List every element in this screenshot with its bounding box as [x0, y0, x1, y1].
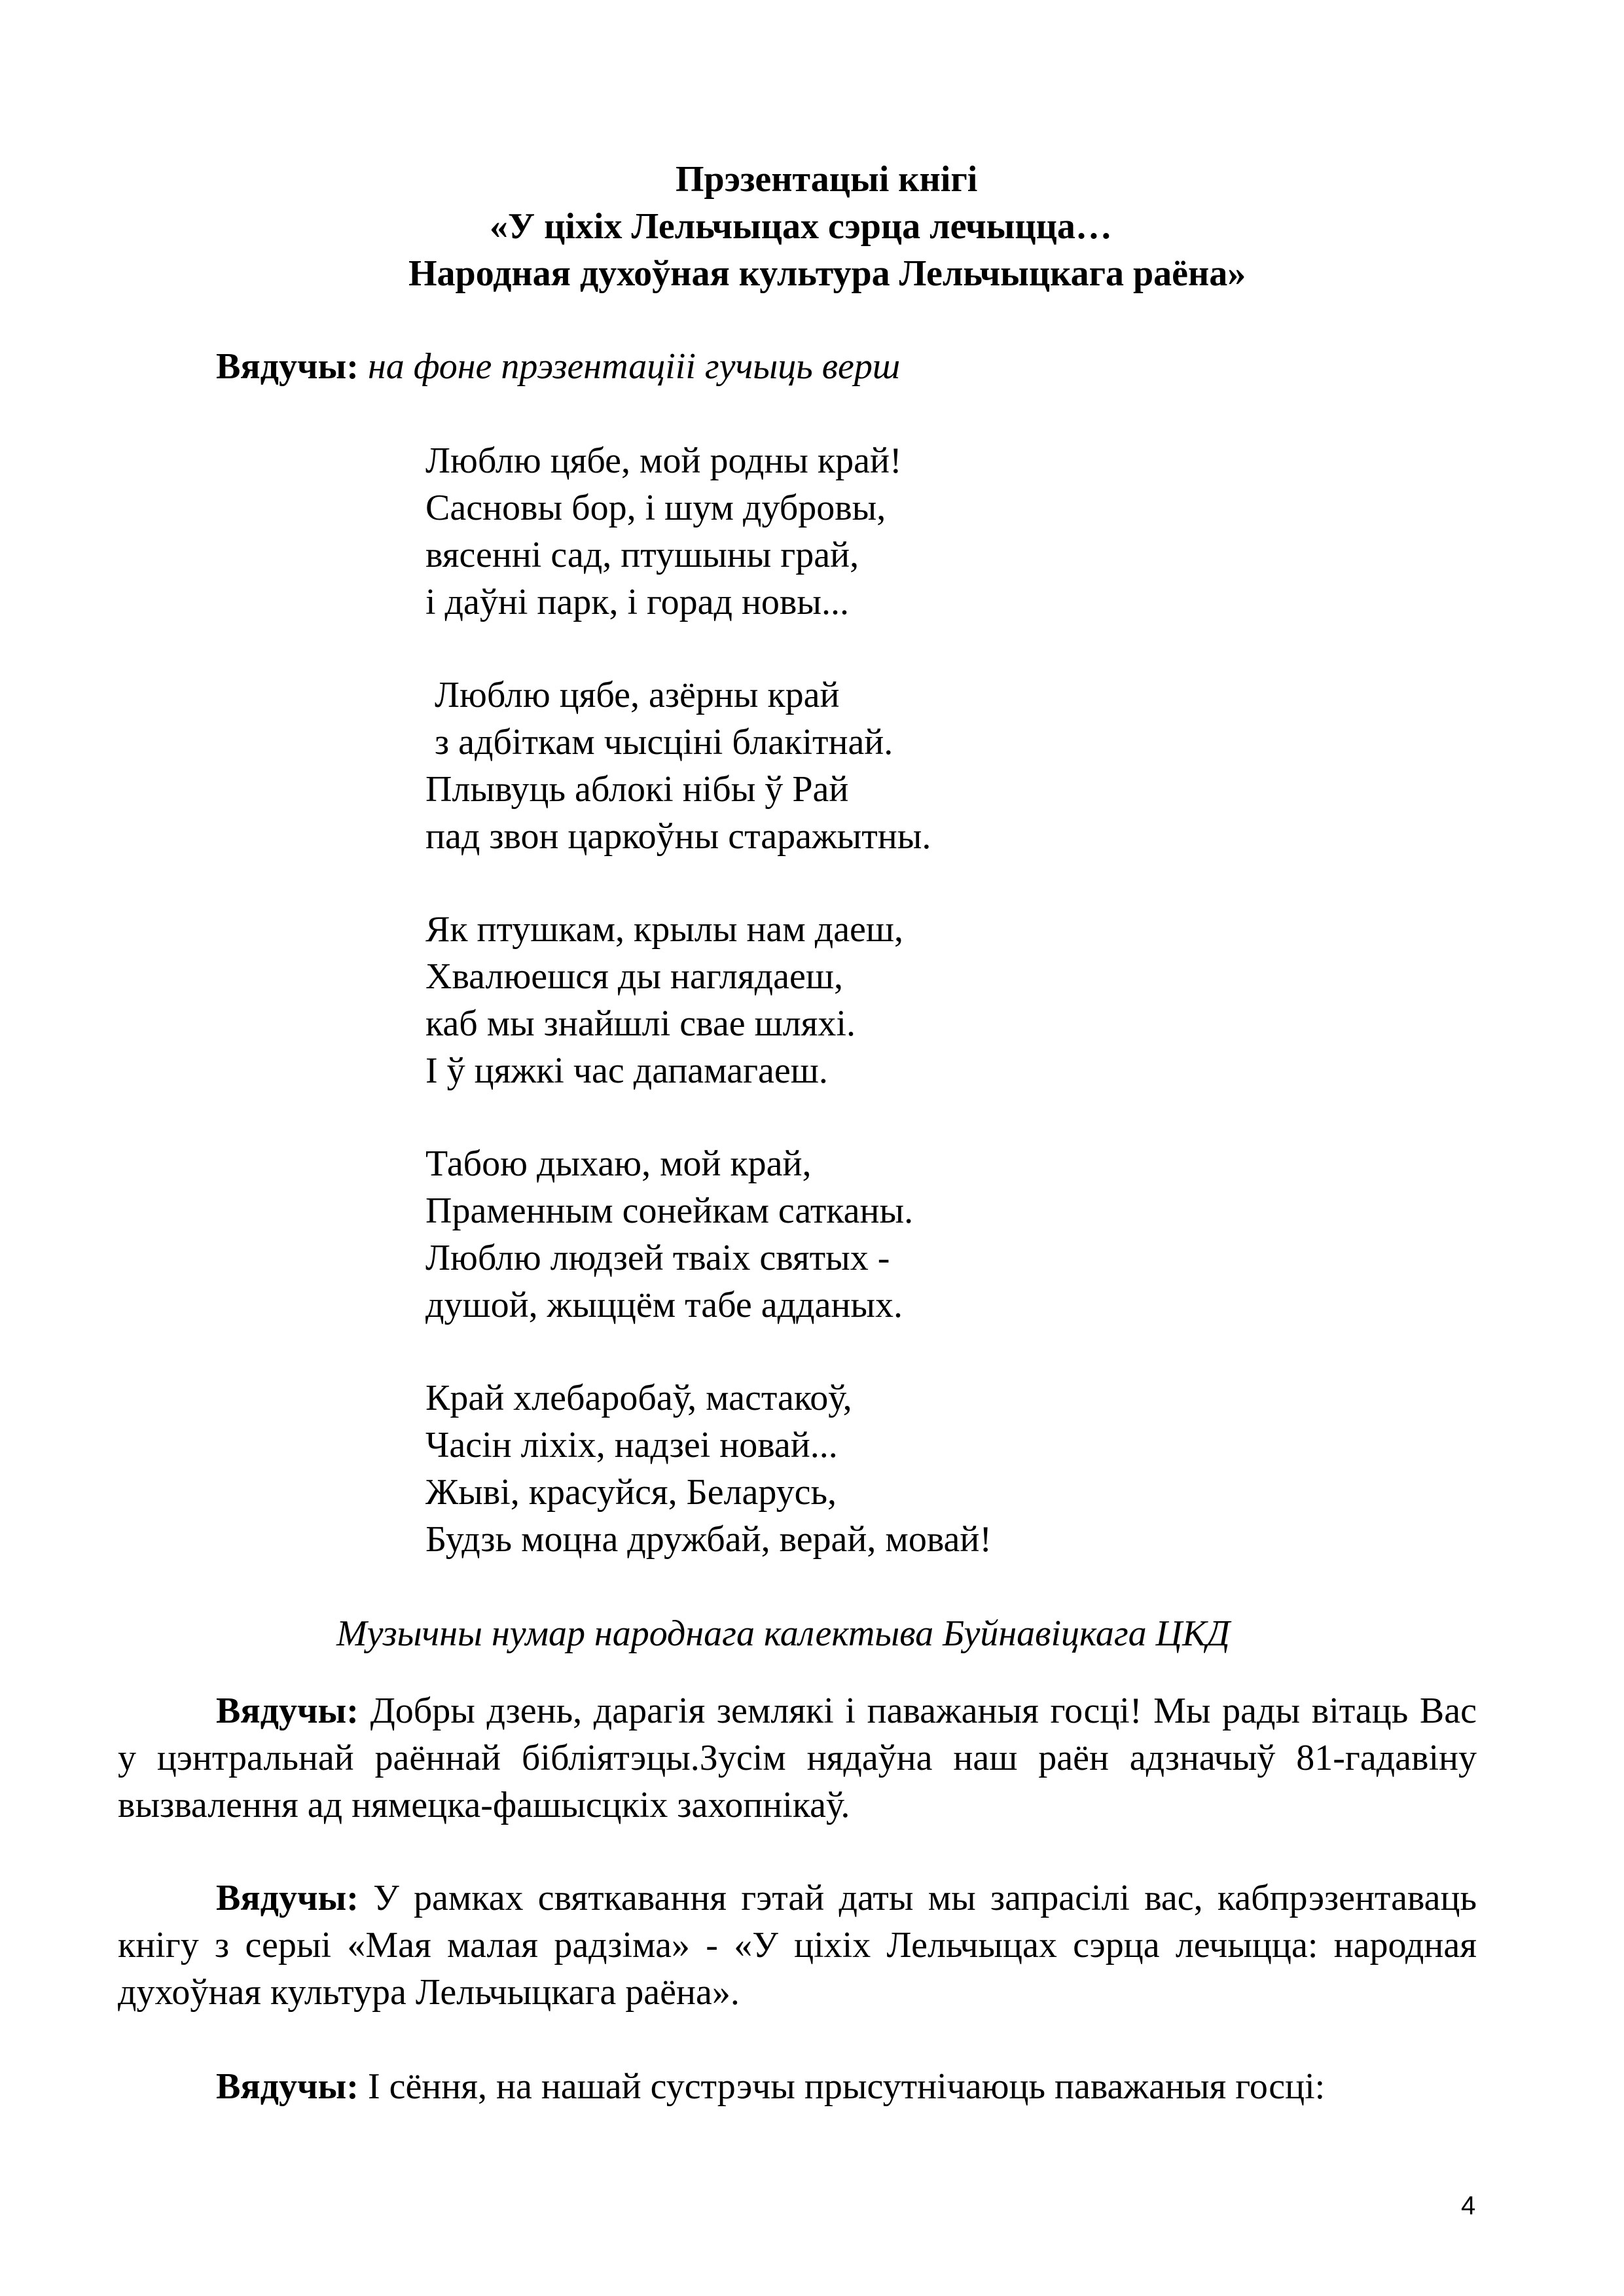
host-paragraph	[118, 2063, 1477, 2110]
poem-line: Часін ліхіх, надзеі новай...	[425, 1425, 838, 1465]
music-number-note: Музычны нумар народнага калектыва Буйнавіцкага ЦКД	[336, 1613, 1230, 1654]
poem-line: Край хлебаробаў, мастакоў,	[425, 1378, 852, 1418]
poem-line: пад звон царкоўны старажытны.	[425, 816, 931, 857]
poem-line: каб мы знайшлі свае шляхі.	[425, 1003, 856, 1044]
poem-line: Табою дыхаю, мой край,	[425, 1143, 812, 1184]
poem-line: Люблю людзей тваіх святых -	[425, 1238, 890, 1278]
paragraph-text: І сёння, на нашай сустрэчы прысутнічаюць паважаныя госці:	[358, 2066, 1326, 2107]
poem-line: Люблю цябе, мой родны край!	[425, 440, 902, 481]
paragraph-text: Добры дзень, дарагія землякі і паважаныя госці! Мы рады вітаць Вас у цэнтральнай раённай бібліятэцы.Зусім нядаўна наш раён адзначыў 81-гадавіну вызвалення ад нямецка-фашысцкіх захопнікаў.	[118, 1691, 1477, 1825]
title-line-2: «У ціхіх Лельчыцах сэрца лечыцца…	[490, 206, 1112, 247]
poem-line: Жыві, красуйся, Беларусь,	[425, 1472, 837, 1513]
page-number: 4	[1461, 2191, 1476, 2220]
poem-stanza	[425, 906, 992, 1094]
poem-line: і даўні парк, і горад новы...	[425, 582, 849, 622]
intro-line	[216, 343, 900, 390]
poem-stanza	[425, 437, 992, 626]
poem-line: Люблю цябе, азёрны край	[425, 675, 840, 715]
poem-stanza	[425, 1140, 992, 1329]
paragraph-text: У рамках святкавання гэтай даты мы запрасілі вас, кабпрэзентаваць кнігу з серыі «Мая малая радзіма» - «У ціхіх Лельчыцах сэрца лечыцца: народная духоўная культура Лельчыцкага раёна».	[118, 1878, 1477, 2013]
speaker-label: Вядучы:	[216, 2066, 359, 2107]
speaker-label: Вядучы:	[216, 1878, 359, 1918]
stage-direction: на фоне прэзентацііі гучыць верш	[367, 346, 901, 387]
poem-line: з адбіткам чысціні блакітнай.	[425, 722, 893, 762]
poem-line: вясенні сад, птушыны грай,	[425, 535, 859, 575]
speaker-label: Вядучы:	[216, 1691, 359, 1731]
host-paragraph	[118, 1687, 1477, 1829]
poem-stanza	[425, 672, 992, 860]
poem-line: Будзь моцна дружбай, верай, мовай!	[425, 1519, 992, 1560]
poem-stanza	[425, 1374, 992, 1563]
poem-line: душой, жыццём табе адданых.	[425, 1285, 903, 1325]
poem-line: Як птушкам, крылы нам даеш,	[425, 909, 904, 950]
host-paragraph	[118, 1874, 1477, 2016]
speaker-label: Вядучы:	[216, 346, 359, 387]
poem-line: Праменным сонейкам сатканы.	[425, 1191, 914, 1231]
poem	[425, 437, 992, 1609]
poem-line: Плывуць аблокі нібы ў Рай	[425, 769, 849, 810]
title-line-1: Прэзентацыі кнігі	[676, 159, 978, 200]
poem-line: Сасновы бор, і шум дубровы,	[425, 488, 886, 528]
poem-line: Хвалюешся ды наглядаеш,	[425, 956, 843, 997]
title-line-3: Народная духоўная культура Лельчыцкага раёна»	[408, 253, 1246, 294]
poem-line: І ў цяжкі час дапамагаеш.	[425, 1050, 828, 1091]
